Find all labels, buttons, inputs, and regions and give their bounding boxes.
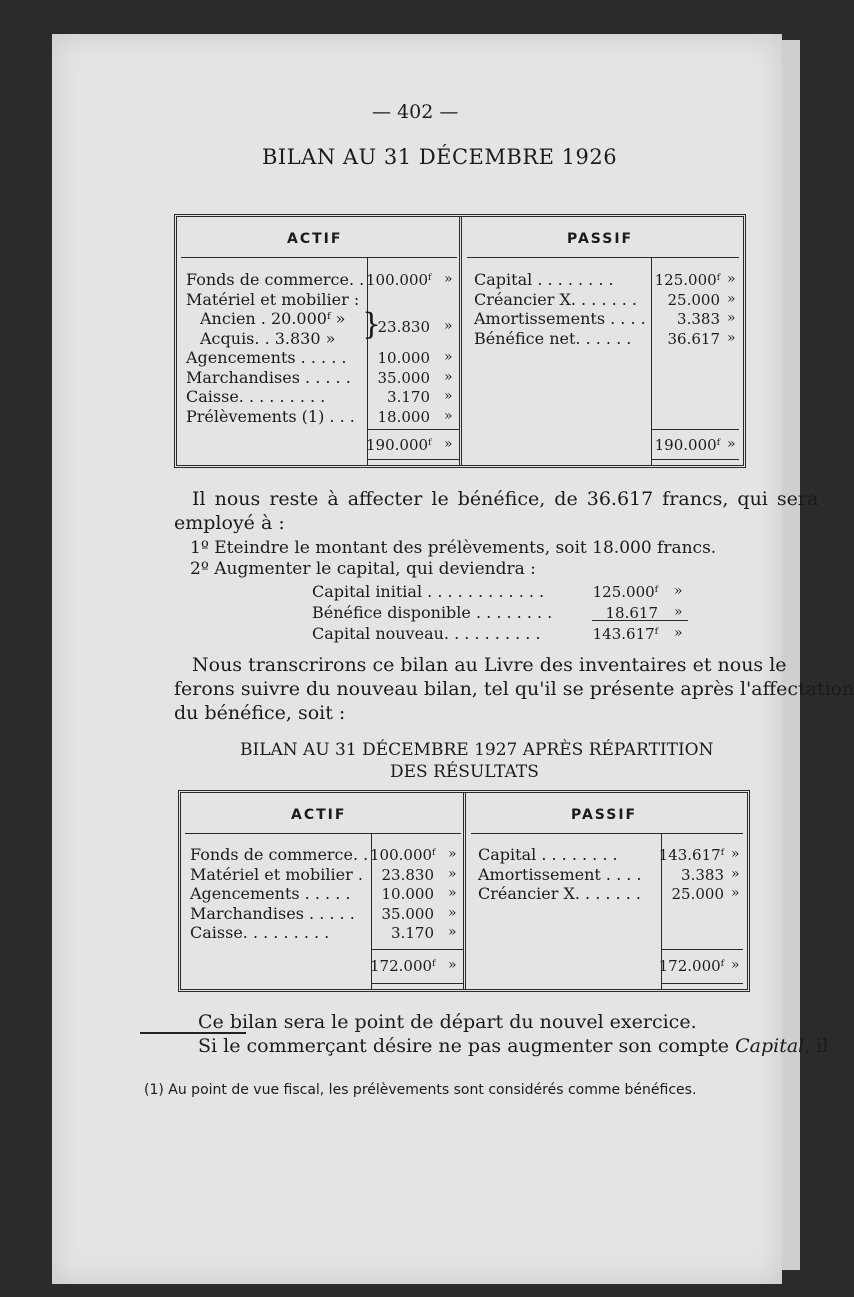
footnote-rule <box>140 1032 246 1034</box>
para3: Ce bilan sera le point de départ du nouvel exercice. <box>198 1011 697 1033</box>
bilan-1926-actif-total: 190.000ᶠ <box>366 436 432 454</box>
calc-row-amount: 18.617 <box>605 604 658 622</box>
actif-header-2: ACTIF <box>291 807 347 823</box>
brace-icon: } <box>362 307 382 342</box>
footnote: (1) Au point de vue fiscal, les prélèvements sont considérés comme bénéfices. <box>144 1082 697 1098</box>
b1-actif-row-amount: 3.170 <box>387 388 430 406</box>
calc-row-amount: 125.000ᶠ <box>592 583 658 601</box>
calc-row-label: Capital nouveau. . . . . . . . . . <box>312 624 541 643</box>
b1-actif-row-amount: 35.000 <box>377 368 430 387</box>
bilan-1927-title-line1: BILAN AU 31 DÉCEMBRE 1927 APRÈS RÉPARTITION <box>240 740 714 760</box>
bilan-1926-passif-total: 190.000ᶠ <box>654 436 720 454</box>
b2-passif-row-label: Créancier X. . . . . . . <box>478 884 641 903</box>
para4 <box>198 1035 828 1057</box>
b2-actif-row-label: Agencements . . . . . <box>190 884 351 903</box>
b1-actif-row-label: Matériel et mobilier : <box>186 289 360 309</box>
para2-line3: du bénéfice, soit : <box>174 702 346 724</box>
b1-actif-row-quote: » <box>444 407 453 424</box>
b1-actif-row-label: Caisse. . . . . . . . . <box>186 387 326 406</box>
b2-actif-row-amount: 100.000ᶠ <box>370 846 436 864</box>
materiel-total-quote: » <box>444 318 453 334</box>
b2-passif-row-amount: 143.617ᶠ <box>658 846 724 864</box>
b1-actif-row-label: Fonds de commerce. . <box>186 270 365 289</box>
b1-passif-row-quote: » <box>727 310 736 326</box>
para4-end: il <box>810 1035 829 1057</box>
b2-actif-row-label: Matériel et mobilier . <box>190 864 363 884</box>
b2-actif-row-quote: » <box>448 865 457 882</box>
passif-header: PASSIF <box>567 231 634 247</box>
bilan-1927-passif-total-quote: » <box>731 957 740 973</box>
para2-line1: Nous transcrirons ce bilan au Livre des inventaires et nous le <box>192 654 787 676</box>
b1-actif-row-label: Prélèvements (1) . . . <box>186 406 355 426</box>
actif-header: ACTIF <box>287 231 343 247</box>
bilan-1927-actif-total: 172.000ᶠ <box>370 957 436 975</box>
b2-passif-row-label: Amortissement . . . . <box>478 864 642 884</box>
calc-row-quote: » <box>674 625 683 641</box>
b1-passif-row-label: Amortissements . . . . <box>474 309 646 328</box>
b1-passif-row-amount: 36.617 <box>667 329 720 348</box>
b2-actif-row-amount: 23.830 <box>381 865 434 884</box>
materiel-total: 23.830 <box>377 318 430 336</box>
b1-passif-row-quote: » <box>727 329 736 346</box>
b1-passif-row-quote: » <box>727 290 736 307</box>
b2-actif-row-label: Fonds de commerce. . <box>190 845 369 864</box>
b1-actif-row-amount: 18.000 <box>377 407 430 426</box>
bilan-1927-title-line2: DES RÉSULTATS <box>390 762 539 782</box>
para4-text: Si le commerçant désire ne pas augmenter son compte <box>198 1035 736 1057</box>
b2-passif-row-quote: » <box>731 846 740 862</box>
calc-rule <box>592 620 688 621</box>
bilan-1927-passif-total: 172.000ᶠ <box>658 957 724 975</box>
item-2: 2º Augmenter le capital, qui deviendra : <box>190 559 536 579</box>
b1-actif-row-label: Acquis. . 3.830 » <box>200 328 336 348</box>
calc-row-amount: 143.617ᶠ <box>592 625 658 643</box>
b2-passif-row-label: Capital . . . . . . . . <box>478 845 618 864</box>
page-number: — 402 — <box>372 101 459 123</box>
bilan-1926-actif-total-quote: » <box>444 436 453 452</box>
b2-actif-row-amount: 10.000 <box>381 885 434 903</box>
calc-row-quote: » <box>674 604 683 620</box>
b1-actif-row-amount: 10.000 <box>377 349 430 367</box>
bilan-1926-passif-total-quote: » <box>727 436 736 452</box>
b1-actif-row-quote: » <box>444 271 453 287</box>
b1-passif-row-label: Bénéfice net. . . . . . <box>474 328 632 348</box>
b1-passif-row-amount: 125.000ᶠ <box>654 271 720 289</box>
b2-actif-row-quote: » <box>448 846 457 862</box>
b1-actif-row-quote: » <box>444 349 453 365</box>
b2-passif-row-amount: 3.383 <box>681 865 724 884</box>
para1-line2: employé à : <box>174 512 285 534</box>
para4-italic: Capital, <box>735 1035 811 1057</box>
b1-passif-row-label: Capital . . . . . . . . <box>474 270 614 289</box>
b1-actif-row-quote: » <box>444 388 453 404</box>
calc-row-quote: » <box>674 583 683 599</box>
b2-actif-row-label: Caisse. . . . . . . . . <box>190 923 330 942</box>
calc-row-label: Bénéfice disponible . . . . . . . . <box>312 603 553 622</box>
b2-actif-row-quote: » <box>448 924 457 940</box>
b1-passif-row-amount: 3.383 <box>677 310 720 328</box>
b1-passif-row-label: Créancier X. . . . . . . <box>474 289 637 309</box>
bilan-1926-title: BILAN AU 31 DÉCEMBRE 1926 <box>262 145 618 169</box>
b2-actif-row-amount: 35.000 <box>381 904 434 923</box>
bilan-1927-actif-total-quote: » <box>448 957 457 973</box>
b1-passif-row-quote: » <box>727 271 736 287</box>
b2-passif-row-quote: » <box>731 885 740 901</box>
b2-passif-row-quote: » <box>731 865 740 882</box>
b1-passif-row-amount: 25.000 <box>667 290 720 309</box>
calc-row-label: Capital initial . . . . . . . . . . . . <box>312 582 545 601</box>
b1-actif-row-label: Marchandises . . . . . <box>186 367 351 387</box>
b2-passif-row-amount: 25.000 <box>671 885 724 903</box>
para2-line2: ferons suivre du nouveau bilan, tel qu'il se présente après l'affectation <box>174 678 854 700</box>
b2-actif-row-label: Marchandises . . . . . <box>190 903 355 923</box>
passif-header-2: PASSIF <box>571 807 638 823</box>
b1-actif-row-label: Ancien . 20.000ᶠ » <box>200 309 346 328</box>
para1-line1: Il nous reste à affecter le bénéfice, de 36.617 francs, qui sera <box>192 488 819 510</box>
item-1: 1º Eteindre le montant des prélèvements, soit 18.000 francs. <box>190 538 717 558</box>
b2-actif-row-quote: » <box>448 885 457 901</box>
b2-actif-row-quote: » <box>448 904 457 921</box>
b1-actif-row-amount: 100.000ᶠ <box>366 271 432 289</box>
b1-actif-row-quote: » <box>444 368 453 385</box>
b1-actif-row-label: Agencements . . . . . <box>186 348 347 367</box>
b2-actif-row-amount: 3.170 <box>391 924 434 942</box>
